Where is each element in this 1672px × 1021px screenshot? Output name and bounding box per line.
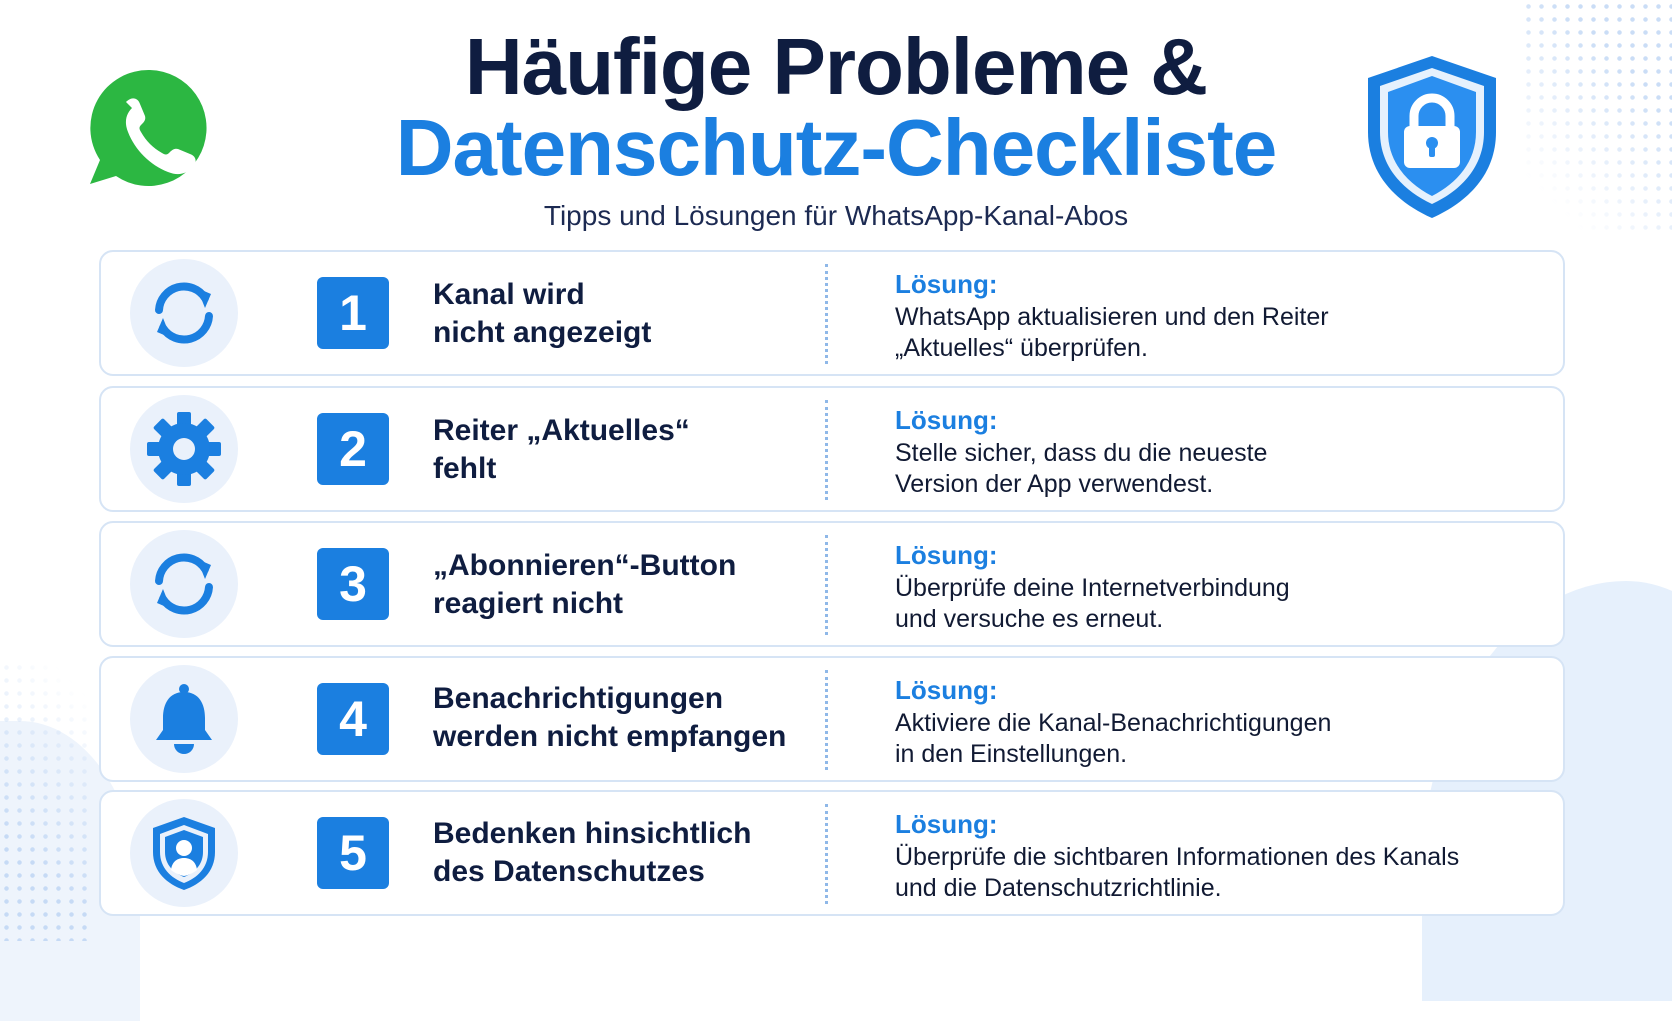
page-title-line1: Häufige Probleme & (464, 22, 1208, 111)
problem-title-line1: Kanal wird (433, 278, 585, 311)
problem-title-line2: des Datenschutzes (433, 855, 705, 888)
solution-text (895, 302, 1535, 364)
privacy-shield-icon (130, 799, 238, 907)
solution-label: Lösung: (895, 269, 998, 299)
solution-text-line2: Version der App verwendest. (895, 470, 1214, 498)
dot-pattern-bottom-left (0, 661, 90, 941)
refresh-icon (130, 530, 238, 638)
gear-icon (130, 395, 238, 503)
problem-title (433, 680, 833, 756)
page-title-line2: Datenschutz-Checkliste (395, 103, 1277, 192)
solution-label: Lösung: (895, 809, 998, 839)
problem-title-line2: werden nicht empfangen (433, 720, 787, 753)
step-number-badge: 4 (317, 683, 389, 755)
problem-title (433, 276, 833, 352)
problem-title-line2: reagiert nicht (433, 587, 624, 620)
problem-title-line1: Bedenken hinsichtlich (433, 817, 752, 850)
bell-icon (130, 665, 238, 773)
refresh-icon (130, 259, 238, 367)
solution-label: Lösung: (895, 675, 998, 705)
problem-title-line2: nicht angezeigt (433, 316, 652, 349)
solution-text-line1: Überprüfe deine Internetverbindung (895, 574, 1290, 602)
problem-title-line1: Reiter „Aktuelles“ (433, 414, 690, 447)
solution-label: Lösung: (895, 540, 998, 570)
step-number-badge: 2 (317, 413, 389, 485)
step-number-badge: 1 (317, 277, 389, 349)
row-divider (825, 670, 828, 770)
problem-title-line1: Benachrichtigungen (433, 682, 724, 715)
solution-text-line1: Aktiviere die Kanal-Benachrichtigungen (895, 709, 1332, 737)
problem-title-line1: „Abonnieren“-Button (433, 549, 737, 582)
row-divider (825, 264, 828, 364)
problem-title-line2: fehlt (433, 452, 497, 485)
solution-text (895, 708, 1535, 770)
solution-text-line2: und versuche es erneut. (895, 605, 1164, 633)
page-subtitle: Tipps und Lösungen für WhatsApp-Kanal-Abos (543, 200, 1129, 231)
solution-text (895, 842, 1535, 904)
solution-text-line1: Überprüfe die sichtbaren Informationen des Kanals (895, 843, 1460, 871)
row-divider (825, 400, 828, 500)
step-number-badge: 3 (317, 548, 389, 620)
problem-title (433, 547, 833, 623)
problem-title (433, 412, 833, 488)
solution-label: Lösung: (895, 405, 998, 435)
problem-title (433, 815, 833, 891)
solution-text (895, 573, 1535, 635)
row-divider (825, 804, 828, 904)
solution-text-line2: in den Einstellungen. (895, 740, 1128, 768)
row-divider (825, 535, 828, 635)
solution-text-line1: WhatsApp aktualisieren und den Reiter (895, 303, 1329, 331)
solution-text-line1: Stelle sicher, dass du die neueste (895, 439, 1268, 467)
step-number-badge: 5 (317, 817, 389, 889)
solution-text-line2: und die Datenschutzrichtlinie. (895, 874, 1222, 902)
solution-text-line2: „Aktuelles“ überprüfen. (895, 334, 1148, 362)
solution-text (895, 438, 1535, 500)
